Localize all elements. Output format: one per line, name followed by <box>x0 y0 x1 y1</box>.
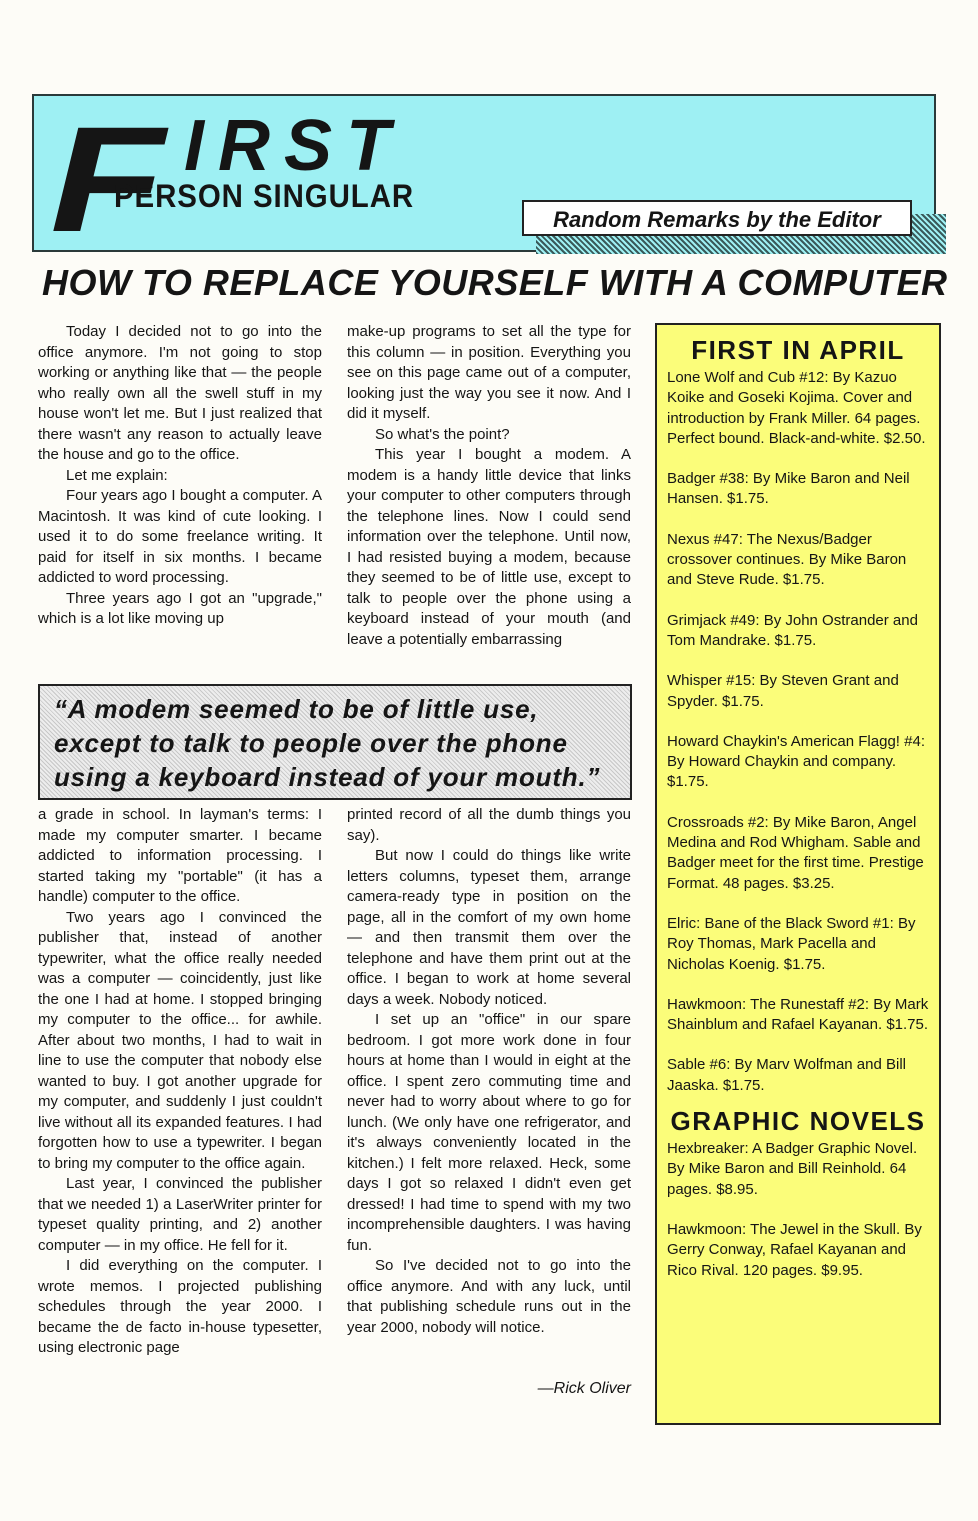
paragraph: printed record of all the dumb things you say). <box>347 806 631 844</box>
release-sidebar <box>655 323 941 1425</box>
column-1-bottom <box>38 805 322 1359</box>
release-item: Hexbreaker: A Badger Graphic Novel. By Mike Baron and Bill Reinhold. 64 pages. $8.95. <box>667 1140 918 1198</box>
paragraph: Two years ago I convinced the publisher that, instead of another typewriter, what the office really needed was a computer — coincidently, just like the one I had at home. I stopped bringing my computer to the office... for awhile. After about two months, I had to wait in line to use the computer that nobody else wanted to buy. I got another upgrade for my computer, and suddenly I just couldn't live without all its expanded features. I had forgotten how to use a typewriter. I began to bring my computer to the office again. <box>38 908 322 1172</box>
release-item: Crossroads #2: By Mike Baron, Angel Medina and Rod Whigham. Sable and Badger meet for the first time. Prestige Format. 48 pages. $3.25. <box>667 813 924 892</box>
paragraph: This year I bought a modem. A modem is a handy little device that links your computer to other computers through the telephone lines. Now I could send information over the telephone. Until now, I had resisted buying a modem, because they seemed to be of little use, except to talk to people over the phone using a keyboard instead of your mouth (and leave a potentially embarrassing <box>347 446 631 648</box>
paragraph: make-up programs to set all the type for this column — in position. Everything you see on this page came out of a computer, looking just the way you see it now. And I did it myself. <box>347 323 631 422</box>
release-item: Hawkmoon: The Runestaff #2: By Mark Shainblum and Rafael Kayanan. $1.75. <box>667 995 929 1034</box>
column-header-banner <box>32 94 936 263</box>
tagline-box <box>522 200 932 244</box>
release-item: Howard Chaykin's American Flagg! #4: By Howard Chaykin and company. $1.75. <box>667 732 925 791</box>
release-item: Grimjack #49: By John Ostrander and Tom Mandrake. $1.75. <box>667 611 918 649</box>
header-title: IRST <box>184 106 405 186</box>
release-item: Sable #6: By Marv Wolfman and Bill Jaaska. $1.75. <box>667 1056 906 1094</box>
article-headline: HOW TO REPLACE YOURSELF WITH A COMPUTER <box>42 262 948 303</box>
paragraph: I set up an "office" in our spare bedroom. I got more work done in four hours at home than I would in eight at the office. I spent zero commuting time and never had to worry about where to go for lunch. (We only have one refrigerator, and it's always conveniently located in the kitchen.) I felt more relaxed. Heck, some days I got so relaxed I didn't even get dressed! I had time to spend with my two incomprehensible daughters. I was having fun. <box>347 1011 631 1254</box>
column-2-bottom <box>347 805 631 1338</box>
paragraph: Let me explain: <box>66 466 168 484</box>
paragraph: I did everything on the computer. I wrote memos. I projected publishing schedules through the year 2000. I became the de facto in-house typesetter, using electronic page <box>38 1257 322 1356</box>
paragraph: But now I could do things like write letters columns, typeset them, arrange camera-ready type in position on the page, all in the comfort of my own home — and then transmit them over the telephone and have them print out at the office. I began to work at home several days a week. Nobody noticed. <box>347 847 631 1008</box>
release-item: Elric: Bane of the Black Sword #1: By Roy Thomas, Mark Pacella and Nicholas Koenig. $1.75. <box>667 914 916 973</box>
header-subtitle: PERSON SINGULAR <box>114 178 415 214</box>
column-1-top <box>38 322 322 630</box>
header-big-letter: F <box>50 95 160 263</box>
paragraph: Last year, I convinced the publisher that we needed 1) a LaserWriter printer for typeset quality printing, and 2) another computer — in my office. He fell for it. <box>38 1175 322 1254</box>
paragraph: Four years ago I bought a computer. A Macintosh. It was kind of cute looking. I used it to do some freelance writing. It paid for itself in six months. I became addicted to word processing. <box>38 487 322 586</box>
column-2-top <box>347 322 631 650</box>
release-item: Nexus #47: The Nexus/Badger crossover continues. By Mike Baron and Steve Rude. $1.75. <box>667 530 907 589</box>
release-item: Lone Wolf and Cub #12: By Kazuo Koike and Goseki Kojima. Cover and introduction by Frank Miller. 64 pages. Perfect bound. Black-and-white. $2.50. <box>667 369 926 447</box>
paragraph: Three years ago I got an "upgrade," which is a lot like moving up <box>38 589 322 627</box>
sidebar-section-title: GRAPHIC NOVELS <box>670 1106 926 1137</box>
release-item: Whisper #15: By Steven Grant and Spyder. $1.75. <box>667 672 899 710</box>
paragraph: Today I decided not to go into the office anymore. I'm not going to stop working or anything like that — the people who really own all the swell stuff in my house won't let me. But I just realized that there wasn't any reason to actually leave the house and go to the office. <box>38 323 322 463</box>
paragraph: So I've decided not to go into the office anymore. And with any luck, until that publishing schedule runs out in the year 2000, nobody will notice. <box>347 1257 631 1336</box>
release-item: Hawkmoon: The Jewel in the Skull. By Gerry Conway, Rafael Kayanan and Rico Rival. 120 pages. $9.95. <box>667 1220 922 1279</box>
release-item: Badger #38: By Mike Baron and Neil Hansen. $1.75. <box>667 470 910 508</box>
pull-quote: “A modem seemed to be of little use, except to talk to people over the phone using a keyboard instead of your mouth.” <box>38 684 632 800</box>
paragraph: a grade in school. In layman's terms: I made my computer smarter. I became addicted to information processing. I started taking my "portable" (it has a handle) computer to the office. <box>38 806 322 905</box>
tagline: Random Remarks by the Editor <box>522 200 912 236</box>
sidebar-section-title: FIRST IN APRIL <box>691 335 905 365</box>
author-signature: —Rick Oliver <box>537 1380 631 1397</box>
paragraph: So what's the point? <box>375 425 510 443</box>
